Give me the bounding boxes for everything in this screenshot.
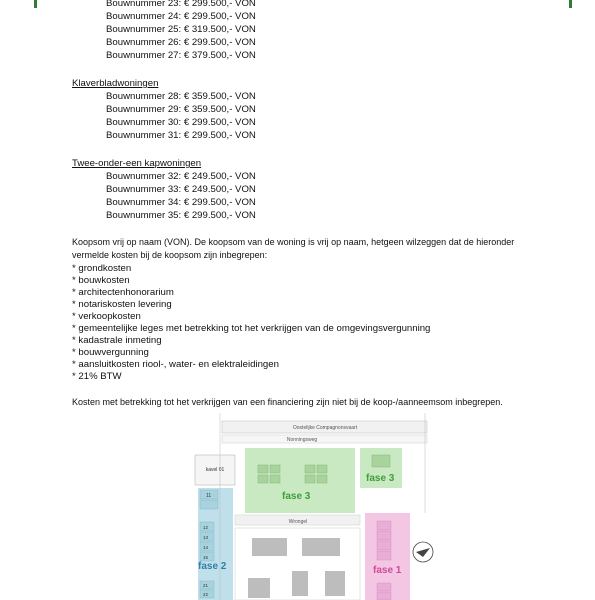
page-border-left (34, 0, 37, 8)
price-line: Bouwnummer 33: € 249.500,- VON (106, 184, 256, 195)
fase2-label: fase 2 (198, 561, 227, 572)
price-line: Bouwnummer 28: € 359.500,- VON (106, 91, 256, 102)
price-line: Bouwnummer 34: € 299.500,- VON (106, 197, 256, 208)
lot-number: 11 (206, 493, 212, 499)
road-second (222, 435, 427, 443)
price-line: Bouwnummer 23: € 299.500,- VON (106, 0, 256, 9)
price-line: Bouwnummer 31: € 299.500,- VON (106, 130, 256, 141)
fase1-label: fase 1 (373, 565, 402, 576)
price-line: Bouwnummer 32: € 249.500,- VON (106, 171, 256, 182)
cost-item: * bouwvergunning (72, 347, 149, 358)
kavel-label: kavel 01 (205, 467, 225, 473)
cost-item: * aansluitkosten riool-, water- en elektraleidingen (72, 359, 279, 370)
section-heading-klaverblad: Klaverbladwoningen (72, 78, 159, 89)
cost-item: * kadastrale inmeting (72, 335, 162, 346)
lot-number: 22 (203, 592, 209, 597)
von-paragraph-line: vermelde kosten bij de koopsom zijn inbegrepen: (72, 250, 268, 260)
price-line: Bouwnummer 29: € 359.500,- VON (106, 104, 256, 115)
lot-number: 13 (203, 535, 209, 540)
price-line: Bouwnummer 26: € 299.500,- VON (106, 37, 256, 48)
north-arrow-icon (413, 542, 433, 562)
cost-item: * gemeentelijke leges met betrekking tot het verkrijgen van de omgevingsvergunning (72, 323, 431, 334)
price-line: Bouwnummer 30: € 299.500,- VON (106, 117, 256, 128)
lot-number: 12 (203, 525, 209, 530)
von-paragraph-line: Koopsom vrij op naam (VON). De koopsom van de woning is vrij op naam, hetgeen wilzeggen dat de hieronder (72, 237, 515, 247)
cost-item: * verkoopkosten (72, 311, 141, 322)
fase3-right-label: fase 3 (366, 473, 395, 484)
lot-number: 21 (203, 583, 209, 588)
lot-number: 15 (203, 555, 209, 560)
cost-item: * grondkosten (72, 263, 132, 274)
price-line: Bouwnummer 25: € 319.500,- VON (106, 24, 256, 35)
cost-item: * architectenhonorarium (72, 287, 174, 298)
cost-item: * 21% BTW (72, 371, 122, 382)
price-line: Bouwnummer 35: € 299.500,- VON (106, 210, 256, 221)
site-plan-map (160, 413, 435, 600)
cost-item: * notariskosten levering (72, 299, 172, 310)
lot-number: 14 (203, 545, 209, 550)
price-line: Bouwnummer 27: € 379.500,- VON (106, 50, 256, 61)
page-border-right (569, 0, 572, 8)
road-middle-label: Wrongel (288, 519, 308, 525)
price-line: Bouwnummer 24: € 299.500,- VON (106, 11, 256, 22)
road-top-label: Oostelijke Compagnonsvaart (292, 425, 358, 431)
road-second-label: Nonningsweg (286, 437, 318, 443)
financing-note: Kosten met betrekking tot het verkrijgen van een financiering zijn niet bij de koop-/aanneemsom inbegrepen. (72, 397, 503, 407)
section-heading-twee-onder-een: Twee-onder-een kapwoningen (72, 158, 202, 169)
fase3-label: fase 3 (282, 491, 311, 502)
cost-item: * bouwkosten (72, 275, 130, 286)
